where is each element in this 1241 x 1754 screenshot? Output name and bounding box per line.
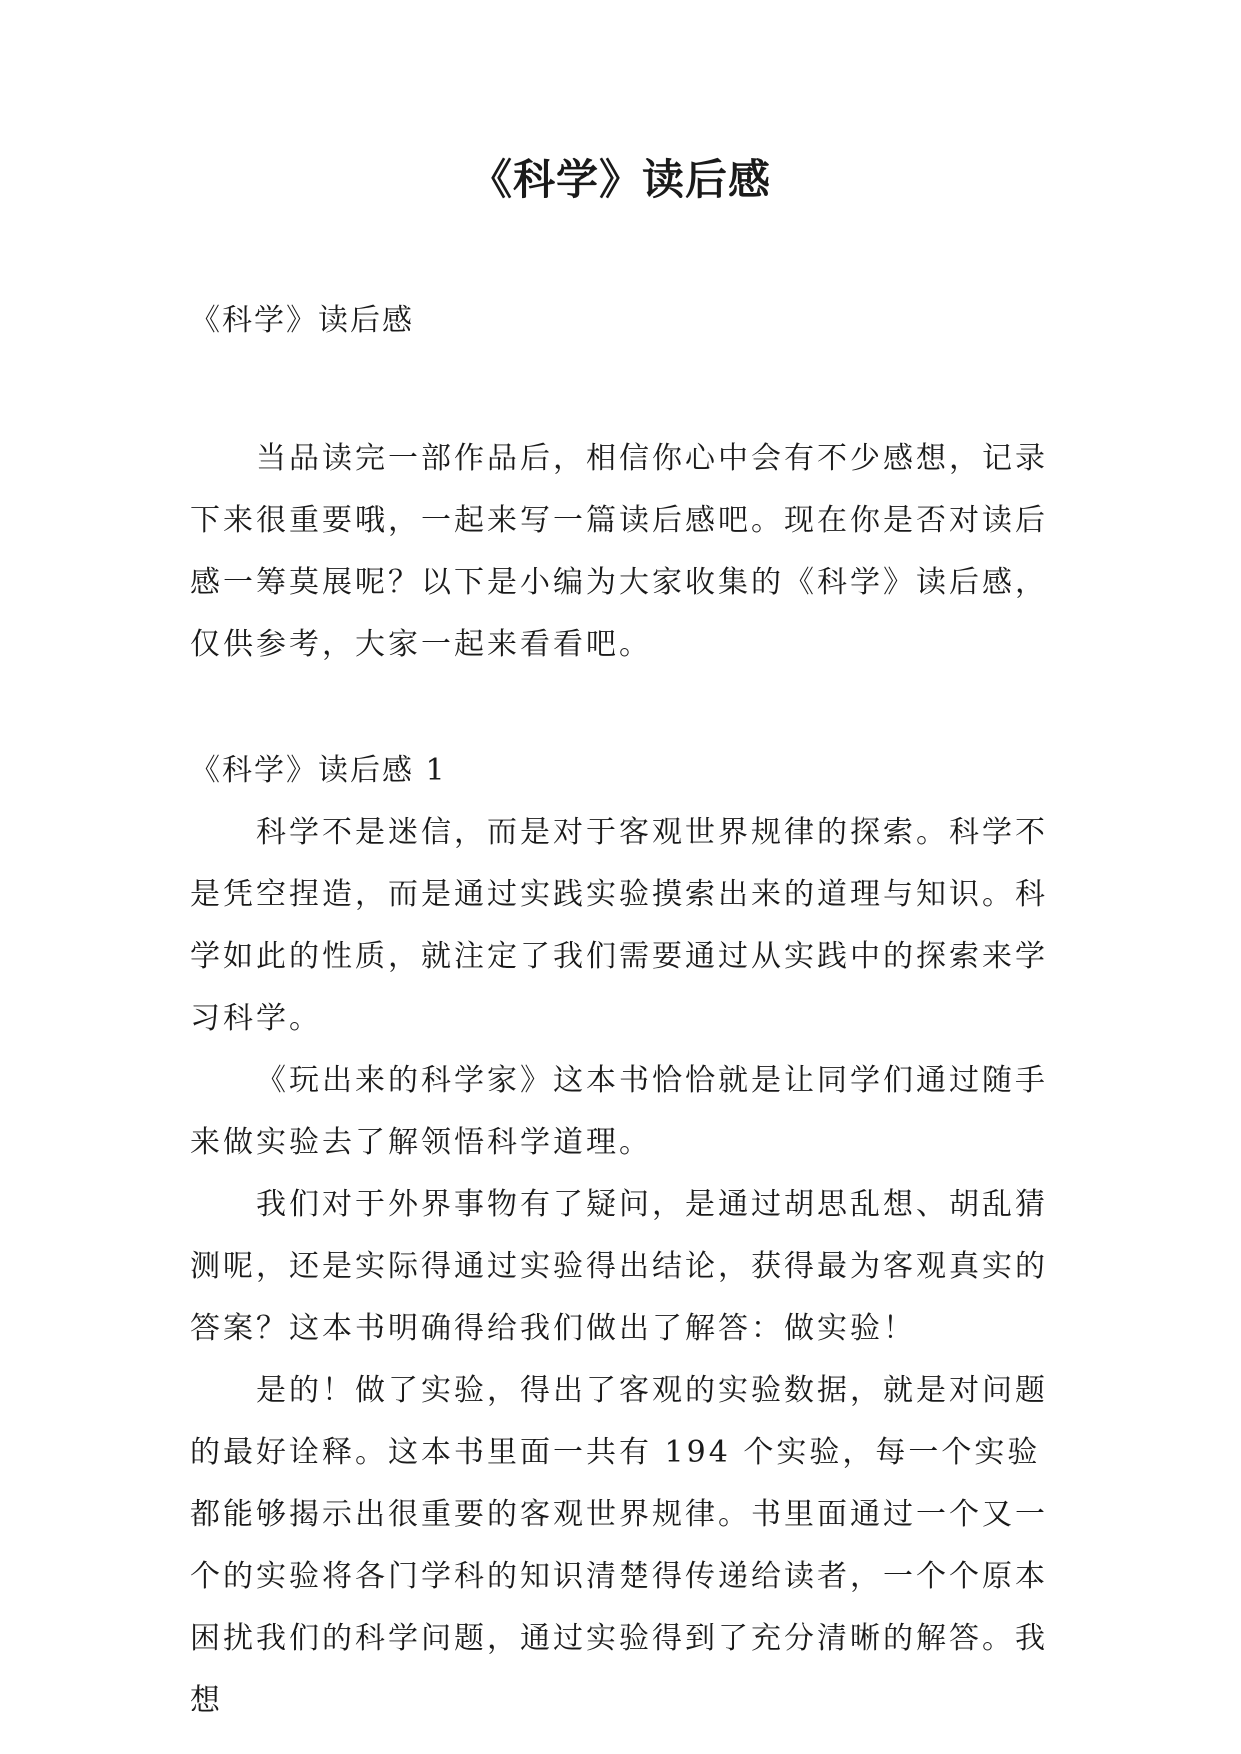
body-paragraph-3: 我们对于外界事物有了疑问，是通过胡思乱想、胡乱猜测呢，还是实际得通过实验得出结论，获得最为客观真实的答案？这本书明确得给我们做出了解答：做实验！ <box>190 1187 1048 1346</box>
document-subtitle: 《科学》读后感 <box>190 303 414 338</box>
body-paragraph-1: 科学不是迷信，而是对于客观世界规律的探索。科学不是凭空捏造，而是通过实践实验摸索出来的道理与知识。科学如此的性质，就注定了我们需要通过从实践中的探索来学习科学。 <box>190 815 1048 1036</box>
intro-paragraph: 当品读完一部作品后，相信你心中会有不少感想，记录下来很重要哦，一起来写一篇读后感吧。现在你是否对读后感一筹莫展呢？以下是小编为大家收集的《科学》读后感，仅供参考，大家一起来看看吧。 <box>190 441 1048 662</box>
document-title: 《科学》读后感 <box>469 155 771 204</box>
body-paragraph-2: 《玩出来的科学家》这本书恰恰就是让同学们通过随手来做实验去了解领悟科学道理。 <box>190 1063 1048 1160</box>
section-heading: 《科学》读后感 1 <box>190 753 447 788</box>
document-body <box>190 290 1060 1732</box>
body-paragraph-4: 是的！做了实验，得出了客观的实验数据，就是对问题的最好诠释。这本书里面一共有 194 个实验，每一个实验都能够揭示出很重要的客观世界规律。书里面通过一个又一个的实验将各门学科的知识清楚得传递给读者，一个个原本困扰我们的科学问题，通过实验得到了充分清晰的解答。我想 <box>190 1373 1048 1718</box>
